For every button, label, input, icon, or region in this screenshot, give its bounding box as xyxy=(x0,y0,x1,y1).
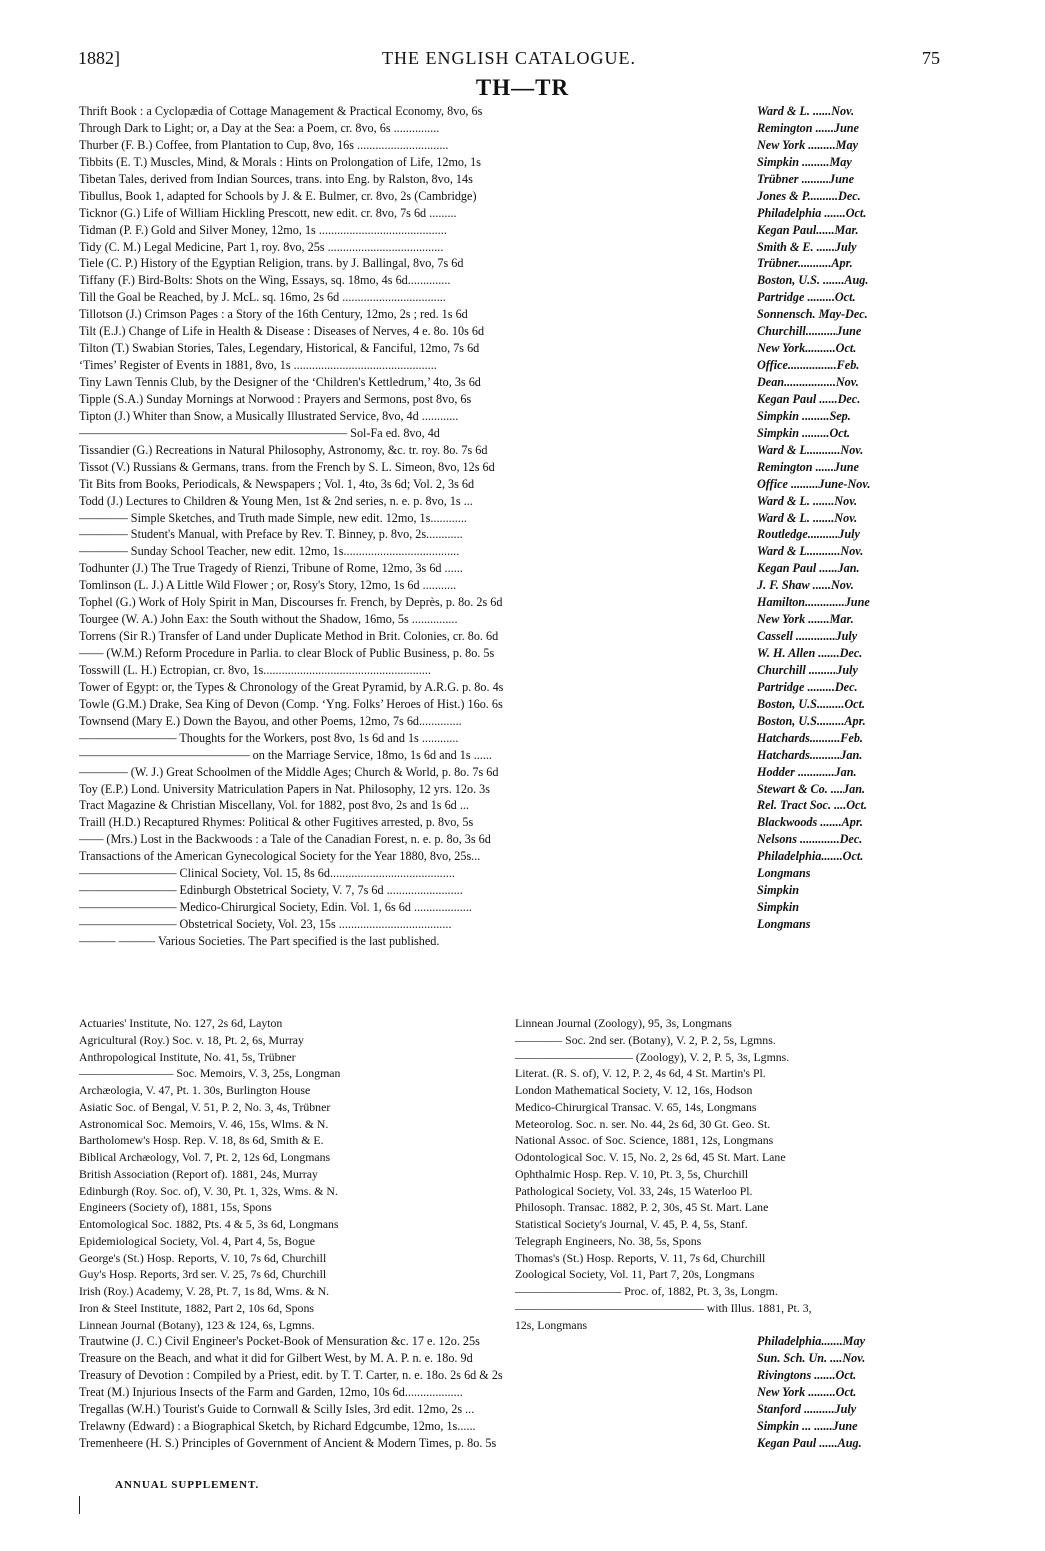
society-row xyxy=(79,1199,939,1216)
entry-description: Treasury of Devotion : Compiled by a Priest, edit. by T. T. Carter, n. e. 18o. 2s 6d & 2s xyxy=(79,1367,503,1382)
catalogue-entry xyxy=(79,577,939,594)
entry-description: —— (Mrs.) Lost in the Backwoods : a Tale of the Canadian Forest, n. e. p. 8o, 3s 6d xyxy=(79,832,491,847)
entry-publisher-date: Simpkin xyxy=(757,883,799,898)
catalogue-entry xyxy=(79,1418,939,1435)
catalogue-entry xyxy=(79,289,939,306)
catalogue-entry xyxy=(79,1367,939,1384)
catalogue-entry xyxy=(79,831,939,848)
entry-publisher-date: Remington ......June xyxy=(757,459,859,474)
entry-description: Tipple (S.A.) Sunday Mornings at Norwood : Prayers and Sermons, post 8vo, 6s xyxy=(79,391,472,406)
entry-publisher-date: Churchill..........June xyxy=(757,324,862,339)
entry-publisher-date: J. F. Shaw ......Nov. xyxy=(757,578,854,593)
society-left: Edinburgh (Roy. Soc. of), V. 30, Pt. 1, 32s, Wms. & N. xyxy=(79,1183,338,1198)
entry-description: Through Dark to Light; or, a Day at the Sea: a Poem, cr. 8vo, 6s ............... xyxy=(79,120,440,135)
entry-description: Traill (H.D.) Recaptured Rhymes: Political & other Fugitives arrested, p. 8vo, 5s xyxy=(79,815,474,830)
society-row xyxy=(79,1149,939,1166)
society-row xyxy=(79,1283,939,1300)
society-right: National Assoc. of Soc. Science, 1881, 12s, Longmans xyxy=(515,1133,774,1148)
entry-description: Trelawny (Edward) : a Biographical Sketch, by Richard Edgcumbe, 12mo, 1s...... xyxy=(79,1418,476,1433)
entry-publisher-date: Sonnensch. May-Dec. xyxy=(757,307,868,322)
entry-description: Transactions of the American Gynecological Society for the Year 1880, 8vo, 25s... xyxy=(79,849,481,864)
entry-description: Tiele (C. P.) History of the Egyptian Religion, trans. by J. Ballingal, 8vo, 7s 6d xyxy=(79,256,464,271)
entry-publisher-date: Simpkin xyxy=(757,900,799,915)
catalogue-entry xyxy=(79,306,939,323)
entry-description: Tilton (T.) Swabian Stories, Tales, Legendary, Historical, & Fanciful, 12mo, 7s 6d xyxy=(79,341,480,356)
society-right: Linnean Journal (Zoology), 95, 3s, Longmans xyxy=(515,1016,732,1030)
society-row xyxy=(79,1015,939,1032)
catalogue-entry xyxy=(79,916,939,933)
entry-description: Tidy (C. M.) Legal Medicine, Part 1, roy. 8vo, 25s ...................................... xyxy=(79,239,444,254)
societies-list xyxy=(79,1015,939,1333)
entry-publisher-date xyxy=(757,933,939,950)
entry-publisher-date: New York .........May xyxy=(757,137,858,152)
entry-publisher-date: Hatchards..........Jan. xyxy=(757,747,863,762)
header-title: THE ENGLISH CATALOGUE. xyxy=(381,48,637,68)
entry-description: Thrift Book : a Cyclopædia of Cottage Management & Practical Economy, 8vo, 6s xyxy=(79,104,483,118)
entry-publisher-date: Trübner .........June xyxy=(757,171,855,186)
entry-publisher-date: Sun. Sch. Un. ....Nov. xyxy=(757,1350,866,1365)
catalogue-entry xyxy=(79,679,939,696)
footer-signature: ANNUAL SUPPLEMENT. xyxy=(115,1479,260,1491)
society-row xyxy=(79,1049,939,1066)
catalogue-entry xyxy=(79,357,939,374)
entry-description: ——— ——— Various Societies. The Part specified is the last published. xyxy=(79,933,440,948)
society-right: Medico-Chirurgical Transac. V. 65, 14s, Longmans xyxy=(515,1099,757,1114)
catalogue-entry xyxy=(79,1435,939,1452)
society-left: Archæologia, V. 47, Pt. 1. 30s, Burlington House xyxy=(79,1083,311,1097)
catalogue-entry xyxy=(79,662,939,679)
society-right: ———————————————— with Illus. 1881, Pt. 3, xyxy=(515,1300,812,1315)
society-row xyxy=(79,1317,939,1334)
catalogue-entry xyxy=(79,205,939,222)
catalogue-entry xyxy=(79,560,939,577)
society-right: Pathological Society, Vol. 33, 24s, 15 Waterloo Pl. xyxy=(515,1183,753,1198)
catalogue-entry xyxy=(79,374,939,391)
catalogue-entry xyxy=(79,594,939,611)
entry-publisher-date: New York..........Oct. xyxy=(757,341,857,356)
entry-publisher-date: Simpkin .........Sep. xyxy=(757,408,851,423)
entry-description: ———————— Obstetrical Society, Vol. 23, 15s ..................................... xyxy=(79,917,452,931)
entry-description: Tophel (G.) Work of Holy Spirit in Man, Discourses fr. French, by Deprès, p. 8o. 2s 6d xyxy=(79,595,503,610)
entry-publisher-date: Smith & E. ......July xyxy=(757,239,857,254)
entry-publisher-date: Office .........June-Nov. xyxy=(757,476,871,491)
society-right: Odontological Soc. V. 15, No. 2, 2s 6d, 45 St. Mart. Lane xyxy=(515,1150,786,1164)
society-row xyxy=(79,1132,939,1149)
entry-description: ———————— Edinburgh Obstetrical Society, V. 7, 7s 6d ......................... xyxy=(79,883,463,898)
entry-description: Trautwine (J. C.) Civil Engineer's Pocket-Book of Mensuration &c. 17 e. 12o. 25s xyxy=(79,1334,480,1348)
society-right: Statistical Society's Journal, V. 45, P. 4, 5s, Stanf. xyxy=(515,1217,748,1231)
entry-description: Tourgee (W. A.) John Eax: the South without the Shadow, 16mo, 5s ............... xyxy=(79,612,458,627)
entry-publisher-date: Longmans xyxy=(757,917,811,931)
society-right: Literat. (R. S. of), V. 12, P. 2, 4s 6d, 4 St. Martin's Pl. xyxy=(515,1066,766,1081)
society-left: Linnean Journal (Botany), 123 & 124, 6s, Lgmns. xyxy=(79,1317,315,1332)
entry-description: Torrens (Sir R.) Transfer of Land under Duplicate Method in Brit. Colonies, cr. 8o. 6d xyxy=(79,629,499,644)
catalogue-entry xyxy=(79,510,939,527)
entry-publisher-date: Simpkin ... ......June xyxy=(757,1418,858,1433)
entry-publisher-date: Office................Feb. xyxy=(757,358,860,373)
catalogue-entry xyxy=(79,645,939,662)
entry-description: —— (W.M.) Reform Procedure in Parlia. to clear Block of Public Business, p. 8o. 5s xyxy=(79,646,495,660)
society-left: George's (St.) Hosp. Reports, V. 10, 7s 6d, Churchill xyxy=(79,1250,327,1265)
entry-publisher-date: Kegan Paul......Mar. xyxy=(757,222,859,237)
margin-rule xyxy=(79,1496,80,1514)
catalogue-entry xyxy=(79,103,939,120)
society-left: Engineers (Society of), 1881, 15s, Spons xyxy=(79,1200,272,1215)
entry-publisher-date: Hodder ............Jan. xyxy=(757,764,857,779)
society-left: Asiatic Soc. of Bengal, V. 51, P. 2, No. 3, 4s, Trübner xyxy=(79,1099,331,1114)
entry-description: —————————————— on the Marriage Service, 18mo, 1s 6d and 1s ...... xyxy=(79,747,492,762)
entry-description: Towle (G.M.) Drake, Sea King of Devon (Comp. ‘Yng. Folks’ Heroes of Hist.) 16o. 6s xyxy=(79,696,503,711)
catalogue-entry xyxy=(79,611,939,628)
entry-publisher-date: Jones & P..........Dec. xyxy=(757,188,861,203)
running-header xyxy=(78,48,940,70)
entry-publisher-date: Hatchards..........Feb. xyxy=(757,730,863,745)
entry-description: Tidman (P. F.) Gold and Silver Money, 12mo, 1s .......................................... xyxy=(79,222,447,237)
entry-publisher-date: Kegan Paul ......Dec. xyxy=(757,391,861,406)
catalogue-entry xyxy=(79,882,939,899)
entry-description: —————————————————————— Sol-Fa ed. 8vo, 4d xyxy=(79,425,440,440)
entry-publisher-date: Nelsons .............Dec. xyxy=(757,832,863,847)
entry-publisher-date: Partridge .........Oct. xyxy=(757,290,856,305)
catalogue-entry xyxy=(79,425,939,442)
entry-publisher-date: Boston, U.S.........Apr. xyxy=(757,713,866,728)
catalogue-entry xyxy=(79,781,939,798)
society-left: Anthropological Institute, No. 41, 5s, Trübner xyxy=(79,1049,296,1064)
entry-description: Tiffany (F.) Bird-Bolts: Shots on the Wing, Essays, sq. 18mo, 4s 6d.............. xyxy=(79,273,451,288)
entry-description: Toy (E.P.) Lond. University Matriculation Papers in Nat. Philosophy, 12 yrs. 12o. 3s xyxy=(79,781,491,796)
entry-description: Tower of Egypt: or, the Types & Chronology of the Great Pyramid, by A.R.G. p. 8o. 4s xyxy=(79,679,504,694)
entry-description: Tremenheere (H. S.) Principles of Government of Ancient & Modern Times, p. 8o. 5s xyxy=(79,1435,497,1450)
entry-description: Todhunter (J.) The True Tragedy of Rienzi, Tribune of Rome, 12mo, 3s 6d ...... xyxy=(79,561,463,576)
catalogue-entry xyxy=(79,120,939,137)
entry-description: Ticknor (G.) Life of William Hickling Prescott, new edit. cr. 8vo, 7s 6d ......... xyxy=(79,205,457,220)
entry-description: Tipton (J.) Whiter than Snow, a Musically Illustrated Service, 8vo, 4d ............ xyxy=(79,408,459,423)
entry-publisher-date: Ward & L. .......Nov. xyxy=(757,510,858,525)
entry-publisher-date: Philadelphia .......Oct. xyxy=(757,205,867,220)
entry-description: ———— (W. J.) Great Schoolmen of the Middle Ages; Church & World, p. 8o. 7s 6d xyxy=(79,764,499,779)
entry-publisher-date: Kegan Paul ......Aug. xyxy=(757,1435,862,1450)
society-right: —————————— (Zoology), V. 2, P. 5, 3s, Lgmns. xyxy=(515,1049,790,1064)
catalogue-entry xyxy=(79,459,939,476)
entry-publisher-date: Routledge..........July xyxy=(757,527,860,542)
catalogue-entry xyxy=(79,543,939,560)
entry-description: ———————— Medico-Chirurgical Society, Edin. Vol. 1, 6s 6d ................... xyxy=(79,900,472,915)
catalogue-entry xyxy=(79,1333,939,1350)
catalogue-entry xyxy=(79,391,939,408)
society-left: Actuaries' Institute, No. 127, 2s 6d, Layton xyxy=(79,1016,283,1030)
entry-description: ———————— Thoughts for the Workers, post 8vo, 1s 6d and 1s ............ xyxy=(79,730,459,745)
society-row xyxy=(79,1166,939,1183)
entry-description: Townsend (Mary E.) Down the Bayou, and other Poems, 12mo, 7s 6d.............. xyxy=(79,713,462,728)
entry-publisher-date: Churchill .........July xyxy=(757,662,858,677)
society-left: British Association (Report of). 1881, 24s, Murray xyxy=(79,1166,318,1181)
society-row xyxy=(79,1065,939,1082)
entry-publisher-date: Boston, U.S.........Oct. xyxy=(757,696,866,711)
page-number: 75 xyxy=(922,48,940,68)
entry-description: Tosswill (L. H.) Ectropian, cr. 8vo, 1s....................................................... xyxy=(79,662,431,677)
entry-description: ———— Simple Sketches, and Truth made Simple, new edit. 12mo, 1s............ xyxy=(79,510,467,525)
society-row xyxy=(79,1183,939,1200)
entry-description: ———— Student's Manual, with Preface by Rev. T. Binney, p. 8vo, 2s............ xyxy=(79,527,463,542)
entry-description: Tomlinson (L. J.) A Little Wild Flower ; or, Rosy's Story, 12mo, 1s 6d ........... xyxy=(79,578,457,593)
society-right: London Mathematical Society, V. 12, 16s, Hodson xyxy=(515,1083,753,1097)
catalogue-entry xyxy=(79,340,939,357)
society-left: Epidemiological Society, Vol. 4, Part 4, 5s, Bogue xyxy=(79,1233,316,1248)
society-row xyxy=(79,1233,939,1250)
catalogue-entry xyxy=(79,865,939,882)
entry-publisher-date: Boston, U.S. .......Aug. xyxy=(757,273,869,288)
entry-description: Tract Magazine & Christian Miscellany, Vol. for 1882, post 8vo, 2s and 1s 6d ... xyxy=(79,798,469,813)
society-left: Biblical Archæology, Vol. 7, Pt. 2, 12s 6d, Longmans xyxy=(79,1150,331,1164)
catalogue-entry xyxy=(79,899,939,916)
entry-description: Treat (M.) Injurious Insects of the Farm and Garden, 12mo, 10s 6d................... xyxy=(79,1384,463,1399)
society-row xyxy=(79,1099,939,1116)
entry-description: ‘Times’ Register of Events in 1881, 8vo, 1s ............................................... xyxy=(79,358,437,373)
entry-description: Tissandier (G.) Recreations in Natural Philosophy, Astronomy, &c. tr. roy. 8o. 7s 6d xyxy=(79,442,488,457)
entry-description: Tillotson (J.) Crimson Pages : a Story of the 16th Century, 12mo, 2s ; red. 1s 6d xyxy=(79,307,468,322)
catalogue-entry xyxy=(79,171,939,188)
entry-publisher-date: Ward & L. .......Nov. xyxy=(757,493,858,508)
entry-publisher-date: Dean.................Nov. xyxy=(757,375,859,389)
society-right: Philosoph. Transac. 1882, P. 2, 30s, 45 St. Mart. Lane xyxy=(515,1200,769,1215)
catalogue-entry xyxy=(79,272,939,289)
catalogue-entry xyxy=(79,628,939,645)
entry-list-continued xyxy=(79,1333,939,1452)
entry-publisher-date: Philadelphia.......Oct. xyxy=(757,849,864,864)
society-left: Iron & Steel Institute, 1882, Part 2, 10s 6d, Spons xyxy=(79,1300,314,1315)
society-right: 12s, Longmans xyxy=(515,1317,588,1332)
entry-publisher-date: Rivingtons .......Oct. xyxy=(757,1367,857,1382)
society-row xyxy=(79,1266,939,1283)
entry-description: Tibetan Tales, derived from Indian Sources, trans. into Eng. by Ralston, 8vo, 14s xyxy=(79,171,473,186)
catalogue-entry xyxy=(79,222,939,239)
society-left: Agricultural (Roy.) Soc. v. 18, Pt. 2, 6s, Murray xyxy=(79,1032,304,1047)
entry-description: ———————— Clinical Society, Vol. 15, 8s 6d......................................... xyxy=(79,866,455,881)
catalogue-entry xyxy=(79,797,939,814)
entry-publisher-date: Partridge .........Dec. xyxy=(757,679,858,694)
entry-description: Tit Bits from Books, Periodicals, & Newspapers ; Vol. 1, 4to, 3s 6d; Vol. 2, 3s 6d xyxy=(79,476,475,491)
catalogue-entry xyxy=(79,476,939,493)
entry-publisher-date: Simpkin .........May xyxy=(757,154,852,169)
entry-description: Treasure on the Beach, and what it did for Gilbert West, by M. A. P. n. e. 18o. 9d xyxy=(79,1350,473,1365)
society-left: ———————— Soc. Memoirs, V. 3, 25s, Longman xyxy=(79,1066,341,1081)
society-left: Irish (Roy.) Academy, V. 28, Pt. 7, 1s 8d, Wms. & N. xyxy=(79,1284,330,1298)
entry-publisher-date: Ward & L...........Nov. xyxy=(757,442,864,457)
entry-list xyxy=(79,103,939,950)
catalogue-entry xyxy=(79,255,939,272)
entry-description: ———— Sunday School Teacher, new edit. 12mo, 1s...................................... xyxy=(79,544,460,559)
catalogue-entry xyxy=(79,713,939,730)
society-row xyxy=(79,1250,939,1267)
society-row xyxy=(79,1216,939,1233)
catalogue-entry xyxy=(79,154,939,171)
entry-publisher-date: Trübner...........Apr. xyxy=(757,256,853,271)
society-right: Zoological Society, Vol. 11, Part 7, 20s, Longmans xyxy=(515,1267,755,1282)
entry-publisher-date: Ward & L...........Nov. xyxy=(757,544,864,559)
society-left: Entomological Soc. 1882, Pts. 4 & 5, 3s 6d, Longmans xyxy=(79,1217,339,1231)
catalogue-entry xyxy=(79,493,939,510)
society-row xyxy=(79,1300,939,1317)
catalogue-entry xyxy=(79,239,939,256)
society-right: ————————— Proc. of, 1882, Pt. 3, 3s, Longm. xyxy=(515,1284,778,1298)
entry-publisher-date: Kegan Paul ......Jan. xyxy=(757,561,860,576)
entry-publisher-date: New York .......Mar. xyxy=(757,612,854,627)
entry-description: Tilt (E.J.) Change of Life in Health & Disease : Diseases of Nerves, 4 e. 8o. 10s 6d xyxy=(79,324,485,339)
catalogue-entry xyxy=(79,526,939,543)
catalogue-entry xyxy=(79,442,939,459)
entry-description: Tregallas (W.H.) Tourist's Guide to Cornwall & Scilly Isles, 3rd edit. 12mo, 2s ... xyxy=(79,1401,475,1416)
catalogue-entry xyxy=(79,323,939,340)
entry-publisher-date: Hamilton.............June xyxy=(757,595,870,610)
catalogue-entry xyxy=(79,1384,939,1401)
entry-description: Tiny Lawn Tennis Club, by the Designer of the ‘Children's Kettledrum,’ 4to, 3s 6d xyxy=(79,375,481,389)
society-right: Meteorolog. Soc. n. ser. No. 44, 2s 6d, 30 Gt. Geo. St. xyxy=(515,1116,771,1131)
entry-description: Tibullus, Book 1, adapted for Schools by J. & E. Bulmer, cr. 8vo, 2s (Cambridge) xyxy=(79,188,477,203)
catalogue-entry xyxy=(79,1401,939,1418)
entry-publisher-date: Stewart & Co. ....Jan. xyxy=(757,781,866,796)
entry-publisher-date: W. H. Allen .......Dec. xyxy=(757,646,863,660)
entry-publisher-date: Cassell .............July xyxy=(757,629,858,644)
catalogue-entry xyxy=(79,1350,939,1367)
society-row xyxy=(79,1116,939,1133)
entry-description: Tissot (V.) Russians & Germans, trans. from the French by S. L. Simeon, 8vo, 12s 6d xyxy=(79,459,495,474)
society-right: ———— Soc. 2nd ser. (Botany), V. 2, P. 2, 5s, Lgmns. xyxy=(515,1032,776,1047)
entry-publisher-date: Rel. Tract Soc. ....Oct. xyxy=(757,798,867,813)
entry-description: Todd (J.) Lectures to Children & Young Men, 1st & 2nd series, n. e. p. 8vo, 1s ... xyxy=(79,493,473,508)
society-left: Bartholomew's Hosp. Rep. V. 18, 8s 6d, Smith & E. xyxy=(79,1133,324,1148)
catalogue-entry xyxy=(79,137,939,154)
entry-publisher-date: Simpkin .........Oct. xyxy=(757,425,851,440)
catalogue-entry xyxy=(79,730,939,747)
entry-description: Till the Goal be Reached, by J. McL. sq. 16mo, 2s 6d .................................. xyxy=(79,290,446,305)
entry-publisher-date: Philadelphia.......May xyxy=(757,1334,865,1348)
entry-description: Thurber (F. B.) Coffee, from Plantation to Cup, 8vo, 16s .............................. xyxy=(79,137,449,152)
society-right: Thomas's (St.) Hosp. Reports, V. 11, 7s 6d, Churchill xyxy=(515,1250,766,1265)
catalogue-entry xyxy=(79,814,939,831)
catalogue-entry xyxy=(79,408,939,425)
society-right: Telegraph Engineers, No. 38, 5s, Spons xyxy=(515,1233,702,1248)
header-year: 1882] xyxy=(78,48,120,68)
entry-publisher-date: Longmans xyxy=(757,866,811,881)
entry-publisher-date: Remington ......June xyxy=(757,120,859,135)
catalogue-entry xyxy=(79,933,939,950)
catalogue-entry xyxy=(79,848,939,865)
entry-description: Tibbits (E. T.) Muscles, Mind, & Morals : Hints on Prolongation of Life, 12mo, 1s xyxy=(79,154,481,169)
society-right: Ophthalmic Hosp. Rep. V. 10, Pt. 3, 5s, Churchill xyxy=(515,1166,749,1181)
entry-publisher-date: Ward & L. ......Nov. xyxy=(757,104,855,118)
society-row xyxy=(79,1082,939,1099)
catalogue-entry xyxy=(79,696,939,713)
entry-publisher-date: New York .........Oct. xyxy=(757,1384,857,1399)
entry-publisher-date: Stanford ..........July xyxy=(757,1401,857,1416)
society-left: Guy's Hosp. Reports, 3rd ser. V. 25, 7s 6d, Churchill xyxy=(79,1267,327,1282)
entry-publisher-date: Blackwoods .......Apr. xyxy=(757,815,863,830)
section-heading: TH—TR xyxy=(475,75,570,100)
society-row xyxy=(79,1032,939,1049)
catalogue-entry xyxy=(79,747,939,764)
catalogue-entry xyxy=(79,188,939,205)
catalogue-entry xyxy=(79,764,939,781)
society-left: Astronomical Soc. Memoirs, V. 46, 15s, Wlms. & N. xyxy=(79,1116,329,1131)
